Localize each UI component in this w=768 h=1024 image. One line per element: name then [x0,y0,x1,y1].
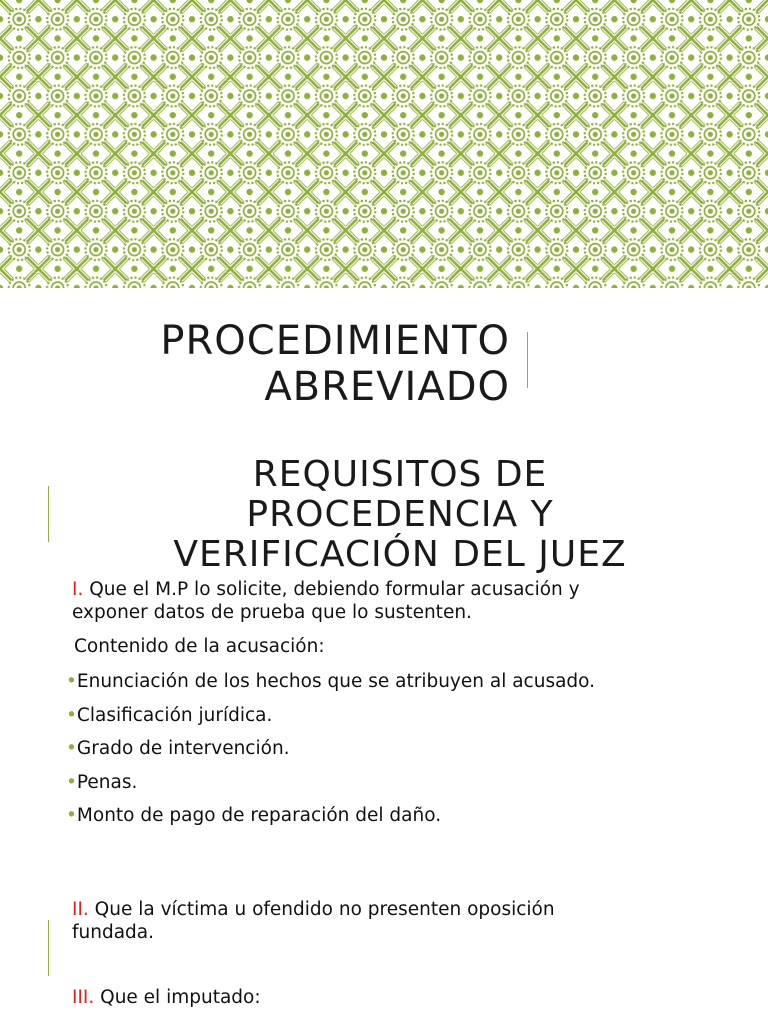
title-line-3: VERIFICACIÓN DEL JUEZ [173,534,627,575]
list-item: •Enunciación de los hechos que se atribuyen al acusado. [66,671,596,692]
slide-title-procedimiento [100,318,510,410]
contenido-heading: Contenido de la acusación: [74,636,325,657]
pattern-graphic [0,0,768,288]
list-item: •Grado de intervención. [66,738,290,759]
decorative-pattern-banner [0,0,768,288]
requirement-text: Que la víctima u ofendido no presenten oposición [88,899,555,920]
requirement-text-cont: exponer datos de prueba que lo sustenten. [72,602,472,623]
requirement-2 [72,898,555,944]
roman-numeral: III. [72,987,95,1008]
accent-divider-line [48,920,49,976]
title-line-2: ABREVIADO [264,364,510,410]
requirement-1 [72,578,580,624]
slide-title-requisitos [60,455,740,575]
requirement-text-cont: fundada. [72,922,155,943]
title-line-1: REQUISITOS DE [252,454,548,495]
requirement-3 [72,986,261,1009]
list-item: •Penas. [66,772,138,793]
bullet-dot-icon: • [66,805,77,826]
accent-divider-line [527,332,528,388]
title-line-2: PROCEDENCIA Y [246,494,554,535]
list-item: •Monto de pago de reparación del daño. [66,805,442,826]
bullet-dot-icon: • [66,705,77,726]
accent-divider-line [48,486,49,542]
roman-numeral: I. [72,579,84,600]
bullet-dot-icon: • [66,772,77,793]
requirement-text: Que el imputado: [94,987,261,1008]
list-item: •Clasificación jurídica. [66,705,273,726]
title-line-1: PROCEDIMIENTO [160,318,510,364]
requirement-text: Que el M.P lo solicite, debiendo formular acusación y [83,579,580,600]
roman-numeral: II. [72,899,89,920]
bullet-dot-icon: • [66,738,77,759]
bullet-dot-icon: • [66,671,77,692]
